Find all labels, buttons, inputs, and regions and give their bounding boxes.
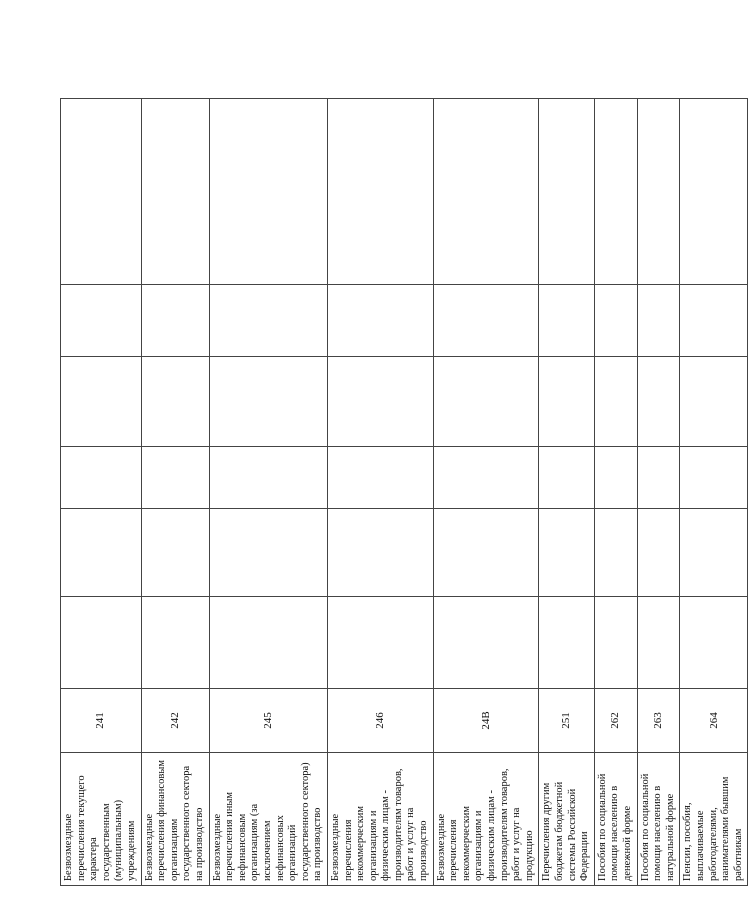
row-name-cell: Безвозмездные перечисления иным нефинансовым организациям (за исключением нефинансовых организаций государственного сектора) на производство [209, 753, 327, 886]
empty-cell [61, 357, 142, 447]
table-row [141, 99, 209, 886]
empty-cell [61, 509, 142, 597]
empty-cell [61, 597, 142, 689]
empty-cell [680, 357, 748, 447]
row-name-cell: Безвозмездные перечисления некоммерческим организациям и физическим лицам - производителям товаров, работ и услуг на продукцию [433, 753, 539, 886]
empty-cell [680, 597, 748, 689]
row-code-cell: 24В [433, 689, 539, 753]
empty-cell [433, 597, 539, 689]
row-name-cell: Безвозмездные перечисления текущего характера государственным (муниципальным) учреждениям [61, 753, 142, 886]
row-code-cell: 246 [327, 689, 433, 753]
empty-cell [433, 509, 539, 597]
empty-cell [61, 447, 142, 509]
empty-cell [209, 99, 327, 285]
empty-cell [637, 99, 680, 285]
empty-cell [433, 357, 539, 447]
empty-cell [209, 509, 327, 597]
empty-cell [141, 597, 209, 689]
empty-cell [594, 357, 637, 447]
empty-cell [61, 285, 142, 357]
empty-cell [680, 447, 748, 509]
table-row [637, 99, 680, 886]
empty-cell [433, 285, 539, 357]
row-name-cell: Пособия по социальной помощи населению в денежной форме [594, 753, 637, 886]
table-row [539, 99, 594, 886]
empty-cell [141, 285, 209, 357]
empty-cell [594, 597, 637, 689]
table-row [680, 99, 748, 886]
row-name-cell: Пенсии, пособия, выплачиваемые работодателями, нанимателями бывшим работникам [680, 753, 748, 886]
empty-cell [327, 99, 433, 285]
empty-cell [680, 99, 748, 285]
row-code-cell: 242 [141, 689, 209, 753]
empty-cell [539, 509, 594, 597]
table-row [327, 99, 433, 886]
empty-cell [327, 357, 433, 447]
empty-cell [594, 447, 637, 509]
empty-cell [637, 447, 680, 509]
empty-cell [637, 357, 680, 447]
empty-cell [209, 597, 327, 689]
empty-cell [539, 447, 594, 509]
row-code-cell: 245 [209, 689, 327, 753]
empty-cell [433, 447, 539, 509]
empty-cell [327, 597, 433, 689]
empty-cell [141, 99, 209, 285]
empty-cell [539, 357, 594, 447]
row-name-cell: Перечисления другим бюджетам бюджетной системы Российской Федерации [539, 753, 594, 886]
empty-cell [327, 285, 433, 357]
table-row [433, 99, 539, 886]
row-code-cell: 262 [594, 689, 637, 753]
empty-cell [141, 509, 209, 597]
empty-cell [637, 509, 680, 597]
empty-cell [209, 447, 327, 509]
row-code-cell: 241 [61, 689, 142, 753]
row-code-cell: 251 [539, 689, 594, 753]
empty-cell [594, 285, 637, 357]
empty-cell [327, 447, 433, 509]
row-code-cell: 263 [637, 689, 680, 753]
table-row [61, 99, 142, 886]
row-name-cell: Пособия по социальной помощи населению в натуральной форме [637, 753, 680, 886]
row-name-cell: Безвозмездные перечисления финансовым организациям государственного сектора на производство [141, 753, 209, 886]
empty-cell [637, 597, 680, 689]
expense-codes-table [60, 98, 748, 886]
empty-cell [433, 99, 539, 285]
row-code-cell: 264 [680, 689, 748, 753]
empty-cell [539, 99, 594, 285]
empty-cell [680, 285, 748, 357]
empty-cell [141, 447, 209, 509]
empty-cell [209, 285, 327, 357]
empty-cell [539, 597, 594, 689]
table-row [209, 99, 327, 886]
row-name-cell: Безвозмездные перечисления некоммерческим организациям и физическим лицам - производителям товаров, работ и услуг на производство [327, 753, 433, 886]
empty-cell [594, 99, 637, 285]
empty-cell [594, 509, 637, 597]
empty-cell [680, 509, 748, 597]
table-row [594, 99, 637, 886]
empty-cell [209, 357, 327, 447]
empty-cell [539, 285, 594, 357]
empty-cell [61, 99, 142, 285]
empty-cell [637, 285, 680, 357]
rotated-table-frame [60, 99, 744, 886]
empty-cell [141, 357, 209, 447]
empty-cell [327, 509, 433, 597]
